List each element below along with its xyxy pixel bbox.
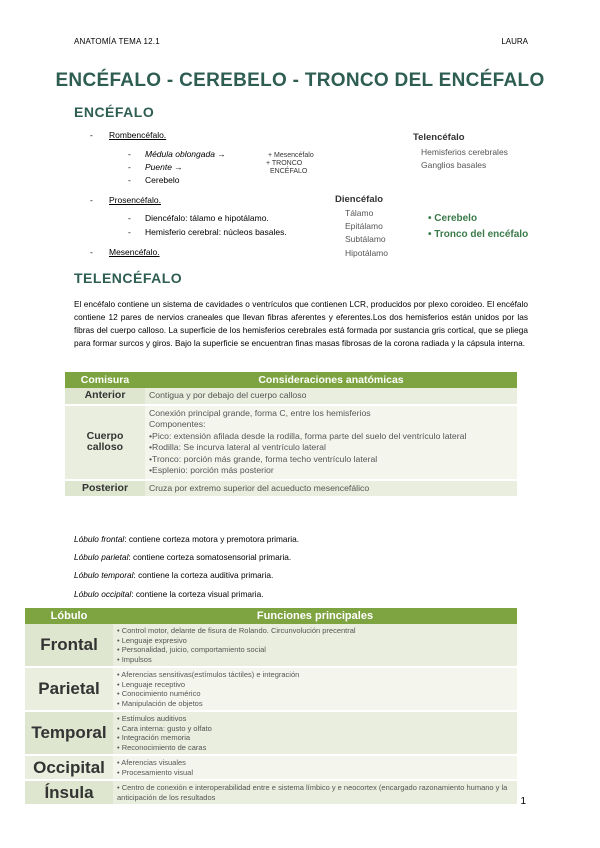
lobe-frontal-line: Lóbulo frontal: contiene corteza motora y premotora primaria. [74,534,300,544]
row-value-posterior: Cruza por extremo superior del acueducto mesencefálico [145,480,517,498]
list-item-mesencefalo: Mesencéfalo. [109,247,160,257]
row-value-insula: • Centro de conexión e interoperabilidad entre e sistema límbico y e neocortex (encargado razonamiento humano y la anticipación de los resultados [113,780,517,805]
section-title-telencefalo: TELENCÉFALO [74,270,183,286]
table-header: Lóbulo [25,608,113,624]
bullet-dash: - [128,213,131,223]
list-item-cerebelo: Cerebelo [145,175,180,185]
diagram-diencefalo: Diencéfalo [335,194,384,205]
bullet-dash: - [128,162,131,172]
row-key-anterior: Anterior [65,388,145,405]
lobe-temporal-line: Lóbulo temporal: contiene la corteza auditiva primaria. [74,570,274,580]
bullet-dash: - [90,130,93,140]
row-key-occipital: Occipital [25,755,113,780]
row-value-anterior: Contigua y por debajo del cuerpo calloso [145,388,517,405]
bullet-dash: - [90,195,93,205]
row-key-cuerpo-calloso: Cuerpo calloso [65,405,145,480]
list-item-prosencefalo: Prosencéfalo. [109,195,161,205]
diagram-epitalamo: Epitálamo [345,221,383,231]
diagram-telencefalo: Telencéfalo [413,132,465,143]
diagram-talamo: Tálamo [345,208,374,218]
table-header: Funciones principales [113,608,517,624]
row-value-temporal: • Estímulos auditivos • Cara interna: gusto y olfato • Integración memoria • Reconocimiento de caras [113,711,517,755]
bullet-dash: - [128,227,131,237]
diagram-tronco: + TRONCO [266,160,303,167]
row-key-posterior: Posterior [65,480,145,498]
diagram-mesencefalo: + Mesencéfalo [268,152,314,159]
row-value-parietal: • Aferencias sensitivas(estímulos táctiles) e integración • Lenguaje receptivo • Conocimiento numérico • Manipulación de objetos [113,667,517,711]
header-left: ANATOMÍA TEMA 12.1 [74,37,160,46]
row-key-parietal: Parietal [25,667,113,711]
row-key-frontal: Frontal [25,624,113,667]
list-item-medula: Médula oblongada → [145,149,226,159]
table-header: Consideraciones anatómicas [145,372,517,388]
list-item-puente: Puente → [145,162,183,172]
diagram-tronco-encefalo: • Tronco del encéfalo [428,229,529,240]
section-title-encefalo: ENCÉFALO [74,104,155,120]
page-title: ENCÉFALO - CEREBELO - TRONCO DEL ENCÉFALO [55,70,545,91]
list-item-rombencefalo: Rombencéfalo. [109,130,167,140]
comisuras-table [65,372,517,498]
row-key-temporal: Temporal [25,711,113,755]
bullet-dash: - [128,149,131,159]
list-item-hemisferio: Hemisferio cerebral: núcleos basales. [145,227,287,237]
paragraph-telencefalo: El encéfalo contiene un sistema de cavidades o ventrículos que contienen LCR, producidos por plexo coroideo. El encéfalo contiene 12 pares de nervios craneales que llevan fibras aferentes y eferentes.Los dos hemisferios están unidos por las fibras del cuerpo calloso. La superficie de los hemisferios cerebrales está formada por sustancia gris cortical, que se pliega para formar surcos y giros. Bajo la superficie se encuentran finas masas fibrosas de la corona radiada y la cápsula interna. [74,299,528,348]
lobe-occipital-line: Lóbulo occipital: contiene la corteza visual primaria. [74,589,264,599]
diagram-hemisferios: Hemisferios cerebrales [421,147,508,157]
diagram-ganglios: Ganglios basales [421,160,487,170]
row-value-cuerpo-calloso: Conexión principal grande, forma C, entre los hemisferios Componentes: •Pico: extensión afilada desde la rodilla, forma parte del suelo del ventrículo lateral •Rodilla: Se incurva lateral al ventrículo lateral •Tronco: porción más grande, forma techo ventrículo lateral •Esplenio: porción más posterior [145,405,517,480]
diagram-hipotalamo: Hipotálamo [345,248,388,258]
row-value-occipital: • Aferencias visuales • Procesamiento visual [113,755,517,780]
list-item-diencefalo: Diencéfalo: tálamo e hipotálamo. [145,213,269,223]
row-value-frontal: • Control motor, delante de fisura de Rolando. Circunvolución precentral • Lenguaje expresivo • Personalidad, juicio, comportamiento social • Impulsos [113,624,517,667]
header-right: LAURA [501,37,528,46]
page-number: 1 [520,796,526,807]
lobulos-table [25,608,517,806]
diagram-subtalamo: Subtálamo [345,234,386,244]
bullet-dash: - [90,247,93,257]
table-header: Comisura [65,372,145,388]
row-key-insula: Ínsula [25,780,113,805]
bullet-dash: - [128,175,131,185]
lobe-parietal-line: Lóbulo parietal: contiene corteza somatosensorial primaria. [74,552,292,562]
diagram-cerebelo: • Cerebelo [428,213,478,224]
diagram-encefalo: ENCÉFALO [270,168,308,175]
